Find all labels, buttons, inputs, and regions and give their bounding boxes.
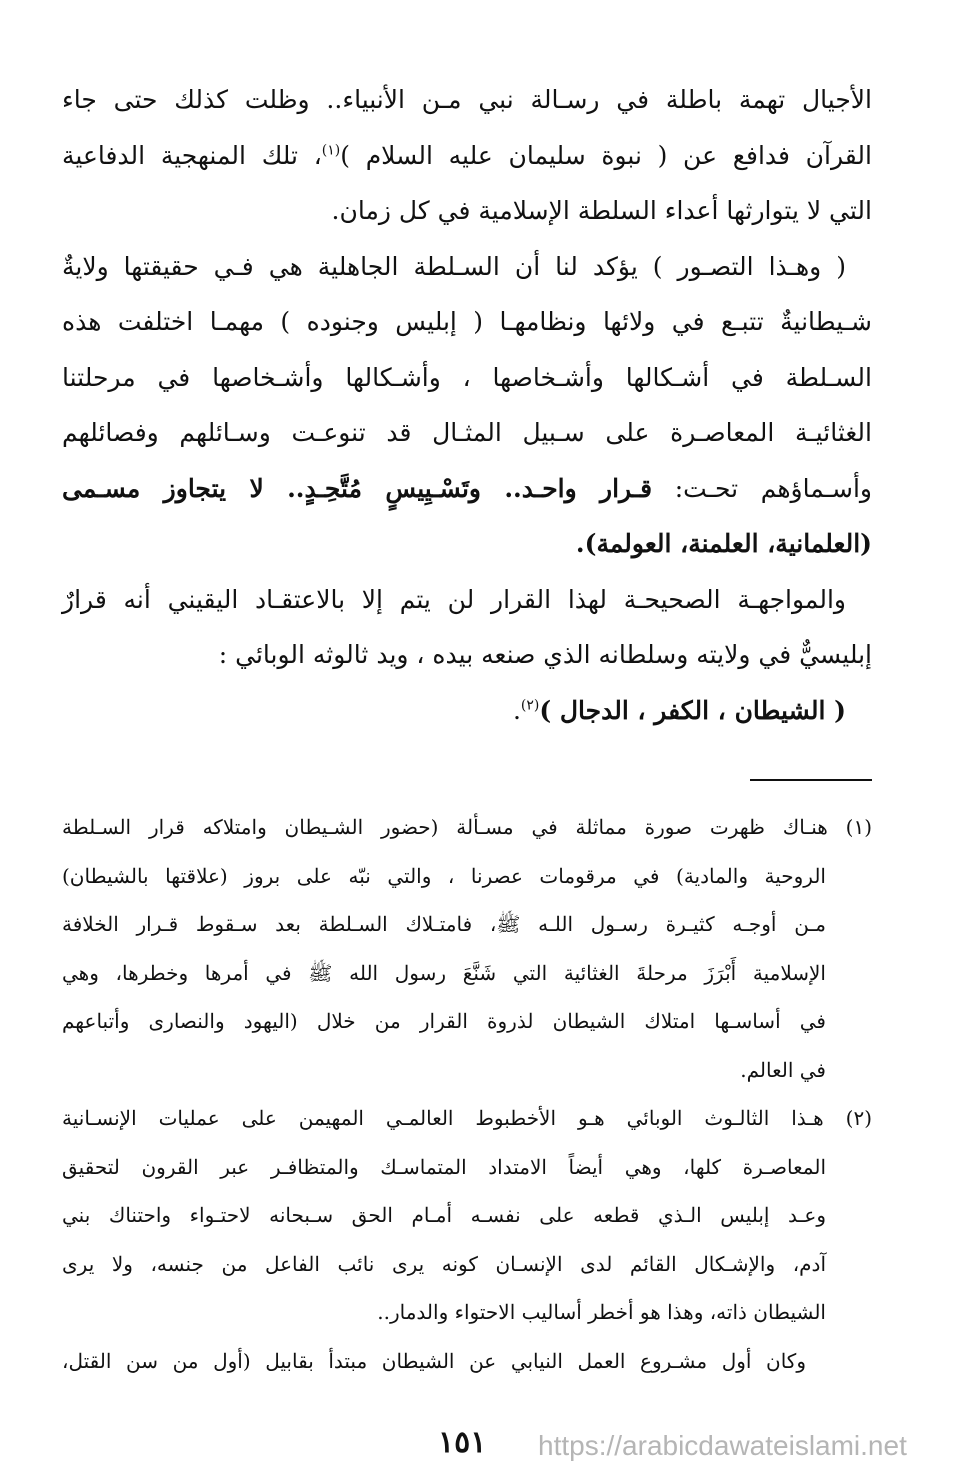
text-span: وأسـماؤهم تحـت:: [652, 473, 872, 503]
footnote-line: الروحية والمادية) في مرقومات عصرنا ، والتي نبّه على بروز (علاقتها بالشيطان): [62, 863, 826, 888]
footnote-line: (٢) هـذا الثالـوث الوبائي هـو الأخطبوط العالمـي المهيمن على عمليات الإنسـانية: [62, 1106, 872, 1130]
main-text: [62, 72, 872, 738]
footnote-line: في العالم.: [740, 1057, 826, 1082]
footnote-line: الشيطان ذاته، وهذا هو أخطر أساليب الاحتواء والدمار..: [377, 1300, 826, 1324]
text-line: الغثائيـة المعاصـرة على سـبيل المثـال قد تنوعـت وسـائلهم وفصائلهم: [62, 418, 872, 447]
footnote-line: (١) هنـاك ظهرت صورة مماثلة في مسـألة (حضور الشـيطان وامتلاكه قرار السـلطة: [62, 815, 872, 839]
footnotes: [62, 803, 872, 1385]
text-line: التي لا يتوارثها أعداء السلطة الإسلامية في كل زمان.: [331, 196, 872, 225]
footnote-line: آدم، والإشـكال القائم لدى الإنسـان كونه يرى نائب الفاعل من جنسه، ولا يرى: [62, 1251, 826, 1276]
text-line: [62, 128, 872, 184]
footnote-line: وكان أول مشـروع العمل النيابي عن الشيطان مبتدأ بقابيل (أول من سن القتل،: [62, 1348, 806, 1373]
bold-span: (العلمانية، العلمنة، العولمة).: [575, 529, 872, 558]
footnote-line: في أساسـها امتلاك الشيطان لذروة القرار من خلال (اليهود والنصارى وأتباعهم: [62, 1009, 826, 1033]
text-span: القرآن فدافع عن ( نبوة سليمان عليه السلام ): [340, 140, 872, 170]
text-line: الأجيال تهمة باطلة في رسـالة نبي مـن الأنبياء.. وظلت كذلك حتى جاء: [62, 85, 872, 114]
text-line: شـيطانيةٌ تتبـع في ولائها ونظامهـا ( إبليس وجنوده ) مهمـا اختلفت هذه: [62, 307, 872, 336]
footnote-line: الإسلامية أَبْرَزَ مرحلةَ الغثائية التي شَنَّعَ رسول الله ﷺ في أمرها وخطرها، وهي: [62, 960, 826, 985]
text-line: السـلطة في أشـكالها وأشـخاصها ، وأشـكالها وأشـخاصها في مرحلتنا: [62, 362, 872, 392]
text-line: والمواجهـة الصحيحـة لهذا القرار لن يتم إلا بالاعتقـاد اليقيني أنه قرارٌ: [62, 584, 846, 614]
text-line: [62, 516, 872, 572]
footnote-line: المعاصـرة كلها، وهي أيضاً الامتداد المتماسـك والمتظافـر عبر القرون لتحقيق: [62, 1154, 826, 1179]
page-number: ١٥١: [438, 1425, 487, 1460]
footnote-line: وعـد إبليس الـذي قطعه على نفسـه أمـام الحق سـبحانه لاحتـواء واحتناك بني: [62, 1203, 826, 1227]
text-span: ، تلك المنهجية الدفاعية: [62, 140, 322, 170]
bold-span: قـرار واحـد.. وتَسْـيِيسٍ مُتَّحِـدٍ.. لا يتجاوز مسـمى: [62, 473, 653, 503]
footnote-ref: (١): [321, 142, 341, 159]
text-span: .: [512, 695, 521, 725]
footnote-line: مـن أوجـه كثيـرة رسـول اللـه ﷺ، فامتـلاك السـلطة بعد سـقوط قـرار الخلافة: [62, 912, 826, 936]
text-line: إبليسيٌّ في ولايته وسلطانه الذي صنعه بيده ، ويد ثالوثه الوبائي :: [218, 640, 872, 669]
footnote-ref: (٢): [520, 697, 540, 714]
text-line: [62, 461, 872, 517]
text-line: [62, 683, 872, 739]
footnote-separator: [750, 779, 872, 781]
text-line: ( وهـذا التصـور ) يؤكد لنا أن السـلطة الجاهلية هي فـي حقيقتها ولايةٌ: [62, 251, 846, 281]
bold-span: ( الشيطان ، الكفر ، الدجال ): [539, 695, 846, 725]
watermark-url: https://arabicdawateislami.net: [538, 1430, 907, 1461]
